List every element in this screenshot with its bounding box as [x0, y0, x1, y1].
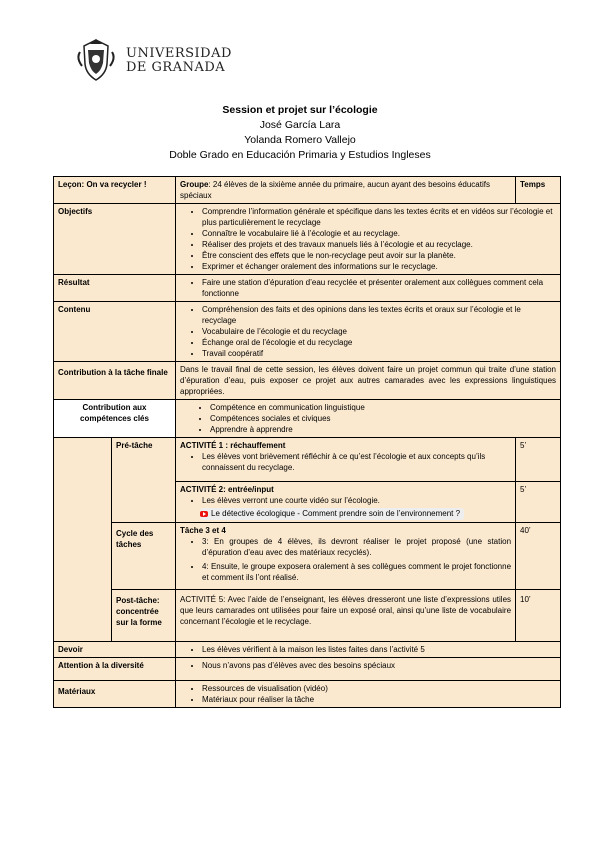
post-tache-label: Post-tâche: concentrée sur la forme: [112, 590, 176, 642]
table-row-post-tache: [54, 590, 561, 642]
list-item: • Connaître le vocabulaire lié à l’écologie et au recyclage.: [202, 228, 556, 239]
contribution-finale-label: Contribution à la tâche finale: [54, 362, 176, 400]
activity-1-list: [180, 451, 511, 473]
groupe-label: Groupe: [180, 180, 209, 189]
cycle-cell: [176, 523, 516, 590]
list-item: • Exprimer et échanger oralement des informations sur le recyclage.: [202, 261, 556, 272]
table-row-contenu: [54, 302, 561, 362]
groupe-text: : 24 élèves de la sixième année du primaire, aucun ayant des besoins éducatifs spéciaux: [180, 180, 490, 200]
list-item: • Réaliser des projets et des travaux manuels liés à l’écologie et au recyclage.: [202, 239, 556, 250]
devoir-label: Devoir: [54, 642, 176, 658]
university-logo: [76, 38, 236, 84]
attention-label: Attention à la diversité: [54, 658, 176, 681]
competences-content: [176, 400, 561, 438]
table-row-pre-tache-1: [54, 438, 561, 482]
list-item: • Les élèves verront une courte vidéo sur l’écologie.: [202, 495, 511, 506]
list-item: • Compétence en communication linguistique: [210, 402, 556, 413]
table-row-competences: [54, 400, 561, 438]
materiaux-label: Matériaux: [54, 681, 176, 708]
activity-2-cell: [176, 482, 516, 523]
list-item: • Faire une station d’épuration d’eau recyclée et présenter oralement aux collègues comment cela fonctionne: [202, 277, 556, 299]
list-item: • Compétences sociales et civiques: [210, 413, 556, 424]
cycle-title: Tâche 3 et 4: [180, 526, 226, 535]
objectifs-label: Objectifs: [54, 204, 176, 275]
list-item: • Vocabulaire de l’écologie et du recyclage: [202, 326, 556, 337]
objectifs-list: [180, 206, 556, 272]
list-item: • Compréhension des faits et des opinions dans les textes écrits et oraux sur l’écologie et le recyclage: [202, 304, 556, 326]
list-item: • Apprendre à apprendre: [210, 424, 556, 435]
table-row-devoir: [54, 642, 561, 658]
list-item: • 3: En groupes de 4 élèves, ils devront réaliser le projet proposé (une station d’épuration d’eau avec des matériaux recyclés).: [202, 536, 511, 558]
cycle-time: 40’: [516, 523, 561, 590]
post-tache-time: 10’: [516, 590, 561, 642]
video-link[interactable]: [200, 508, 464, 520]
activity-2-title: ACTIVITÉ 2: entrée/input: [180, 485, 274, 494]
lesson-title: Leçon: On va recycler !: [54, 177, 176, 204]
materiaux-content: [176, 681, 561, 708]
list-item: • Les élèves vont brièvement réfléchir à ce qu’est l’écologie et aux concepts qu’ils connaissent du recyclage.: [202, 451, 511, 473]
contenu-list: [180, 304, 556, 359]
table-row-cycle: [54, 523, 561, 590]
activity-1-title: ACTIVITÉ 1 : réchauffement: [180, 441, 286, 450]
author-1: José García Lara: [259, 119, 341, 131]
activity-2-list: [180, 495, 511, 506]
table-row-contribution-finale: [54, 362, 561, 400]
competences-list: [180, 402, 556, 435]
table-row-resultat: [54, 275, 561, 302]
cycle-label: Cycle des tâches: [112, 523, 176, 590]
contenu-content: [176, 302, 561, 362]
post-tache-text: ACTIVITÉ 5: Avec l’aide de l’enseignant, les élèves dresseront une liste d’expressions utiles que leurs camarades ont utilisées pour faire un exposé oral, ainsi qu’une liste de vocabulaire concernant l’écologie et le recyclage.: [176, 590, 516, 642]
activity-2-time: 5’: [516, 482, 561, 523]
resultat-content: [176, 275, 561, 302]
resultat-list: [180, 277, 556, 299]
attention-content: [176, 658, 561, 681]
contenu-label: Contenu: [54, 302, 176, 362]
list-item: • Matériaux pour réaliser la tâche: [202, 694, 556, 705]
task-phase-empty-cell: [54, 438, 112, 642]
list-item: • Être conscient des effets que le non-recyclage peut avoir sur la planète.: [202, 250, 556, 261]
list-item: • Ressources de visualisation (vidéo): [202, 683, 556, 694]
table-row-attention: [54, 658, 561, 681]
list-item: • Comprendre l’information générale et spécifique dans les textes écrits et en vidéos sur l’écologie et plus particulièrement le recyclage: [202, 206, 556, 228]
document-title: Session et projet sur l’écologie: [222, 104, 378, 116]
temps-header: Temps: [516, 177, 561, 204]
competences-label: Contribution aux compétences clés: [54, 400, 176, 438]
list-item: • Travail coopératif: [202, 348, 556, 359]
contribution-finale-text: Dans le travail final de cette session, les élèves doivent faire un projet commun qui traite d’une station d’épuration d’eau, puis exposer ce projet aux autres camarades avec les expressions linguistiques appropriées.: [176, 362, 561, 400]
groupe-cell: [176, 177, 516, 204]
objectifs-content: [176, 204, 561, 275]
attention-list: [180, 660, 556, 671]
author-2: Yolanda Romero Vallejo: [244, 134, 356, 146]
cycle-list: [180, 536, 511, 583]
university-name-line1: UNIVERSIDAD: [126, 46, 232, 61]
resultat-label: Résultat: [54, 275, 176, 302]
table-row-materiaux: [54, 681, 561, 708]
degree: Doble Grado en Educación Primaria y Estudios Ingleses: [169, 149, 431, 161]
lesson-plan-table: [53, 176, 561, 708]
devoir-content: [176, 642, 561, 658]
list-item: • Les élèves vérifient à la maison les listes faites dans l’activité 5: [202, 644, 556, 655]
list-item: • Échange oral de l’écologie et du recyclage: [202, 337, 556, 348]
list-item: • Nous n’avons pas d’élèves avec des besoins spéciaux: [202, 660, 556, 671]
activity-1-time: 5’: [516, 438, 561, 482]
youtube-icon: [200, 511, 208, 517]
activity-1-cell: [176, 438, 516, 482]
list-item: • 4: Ensuite, le groupe exposera oralement à ses collègues comment le projet fonctionne et comment ils l’ont réalisé.: [202, 561, 511, 583]
table-row-header: [54, 177, 561, 204]
materiaux-list: [180, 683, 556, 705]
video-link-label: Le détective écologique - Comment prendre soin de l’environnement ?: [211, 509, 461, 518]
crest-icon: [76, 38, 116, 82]
devoir-list: [180, 644, 556, 655]
table-row-objectifs: [54, 204, 561, 275]
university-name-line2: DE GRANADA: [126, 60, 226, 75]
pre-tache-label: Pré-tâche: [112, 438, 176, 523]
